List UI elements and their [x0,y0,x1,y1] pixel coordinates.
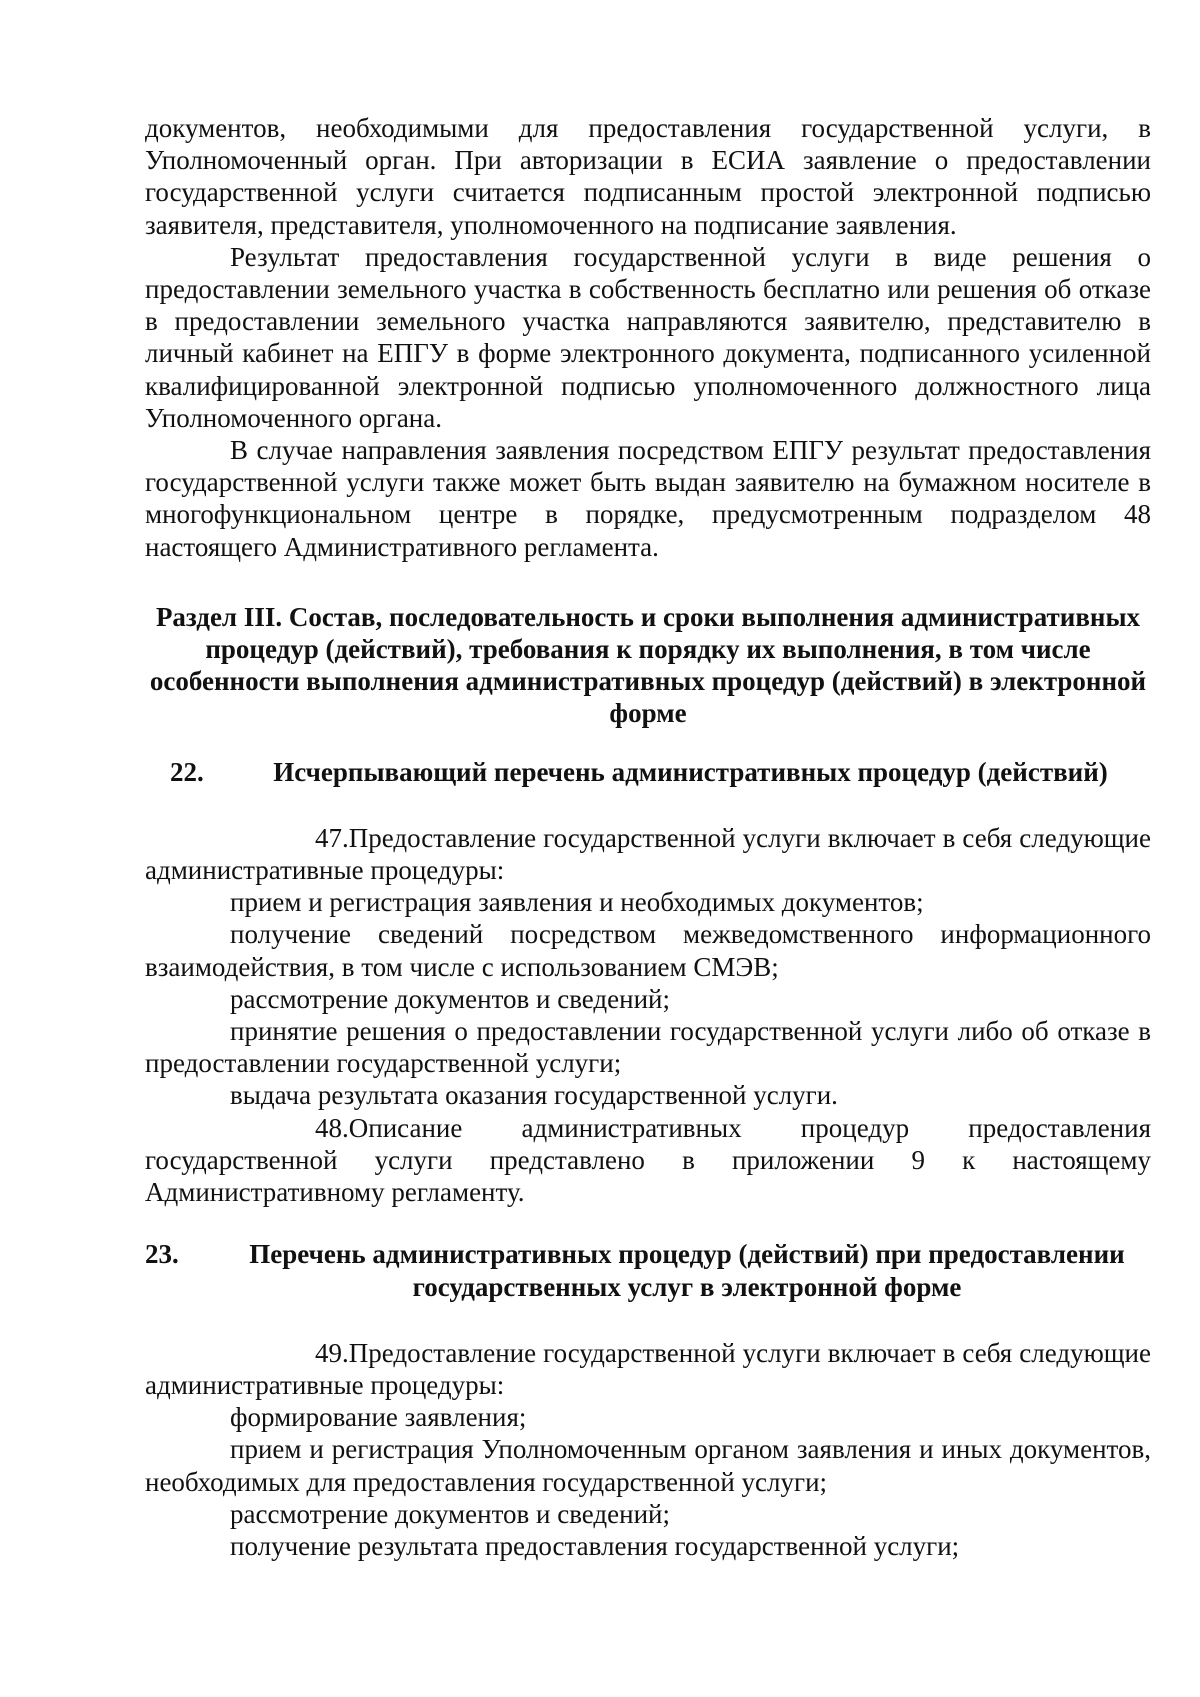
paragraph-number: 47. [315,822,349,853]
list-item: рассмотрение документов и сведений; [230,983,670,1014]
list-item: прием и регистрация заявления и необходимых документов; [230,887,924,918]
document-page [145,112,1151,1562]
paragraph-text: Предоставление государственной услуги включает в себя следующие административные процедуры: [145,1337,1151,1400]
paragraph-paper-result: В случае направления заявления посредством ЕПГУ результат предоставления государственной услуги также может быть выдан заявителю на бумажном носителе в многофункциональном центре в порядке, предусмотренным подразделом 48 настоящего Административного регламента. [145,435,1151,562]
paragraph-text: Описание административных процедур предоставления государственной услуги представлено в приложении 9 к настоящему Административному регламенту. [145,1112,1151,1208]
paragraph-49 [145,1337,1151,1401]
section-title: Раздел III. Состав, последовательность и сроки выполнения административных процедур (действий), требования к порядку их выполнения, в том числе особенности выполнения административных процедур (действий) в электронной форме [149,601,1147,729]
list-item: принятие решения о предоставлении государственной услуги либо об отказе в предоставлении государственной услуги; [145,1016,1151,1079]
list-item: получение результата предоставления государственной услуги; [230,1530,960,1561]
subsection-number: 23. [145,1239,179,1270]
subsection-title: Перечень административных процедур (действий) при предоставлении государственных услуг в электронной форме [249,1239,1125,1302]
subsection-number: 22. [170,756,204,787]
paragraph-number: 49. [315,1337,349,1368]
paragraph-47 [145,822,1151,886]
list-item: получение сведений посредством межведомственного информационного взаимодействия, в том числе с использованием СМЭВ; [145,919,1151,982]
list-item: выдача результата оказания государственной услуги. [230,1080,838,1111]
list-item: прием и регистрация Уполномоченным органом заявления и иных документов, необходимых для предоставления государственной услуги; [145,1434,1151,1497]
list-item: формирование заявления; [230,1402,527,1433]
paragraph-continuation: документов, необходимыми для предоставления государственной услуги, в Уполномоченный орган. При авторизации в ЕСИА заявление о предоставлении государственной услуги считается подписанным простой электронной подписью заявителя, представителя, уполномоченного на подписание заявления. [145,113,1151,240]
list-item: рассмотрение документов и сведений; [230,1498,670,1529]
subsection-22-heading [145,756,1151,788]
paragraph-48 [145,1112,1151,1209]
paragraph-result-delivery: Результат предоставления государственной услуги в виде решения о предоставлении земельного участка в собственность бесплатно или решения об отказе в предоставлении земельного участка направляются заявителю, представителю в личный кабинет на ЕПГУ в форме электронного документа, подписанного усиленной квалифицированной электронной подписью уполномоченного должностного лица Уполномоченного органа. [145,241,1151,433]
paragraph-number: 48. [315,1112,349,1143]
paragraph-text: Предоставление государственной услуги включает в себя следующие административные процедуры: [145,822,1151,886]
subsection-23-heading [145,1238,1151,1302]
subsection-title: Исчерпывающий перечень административных процедур (действий) [273,756,1108,787]
